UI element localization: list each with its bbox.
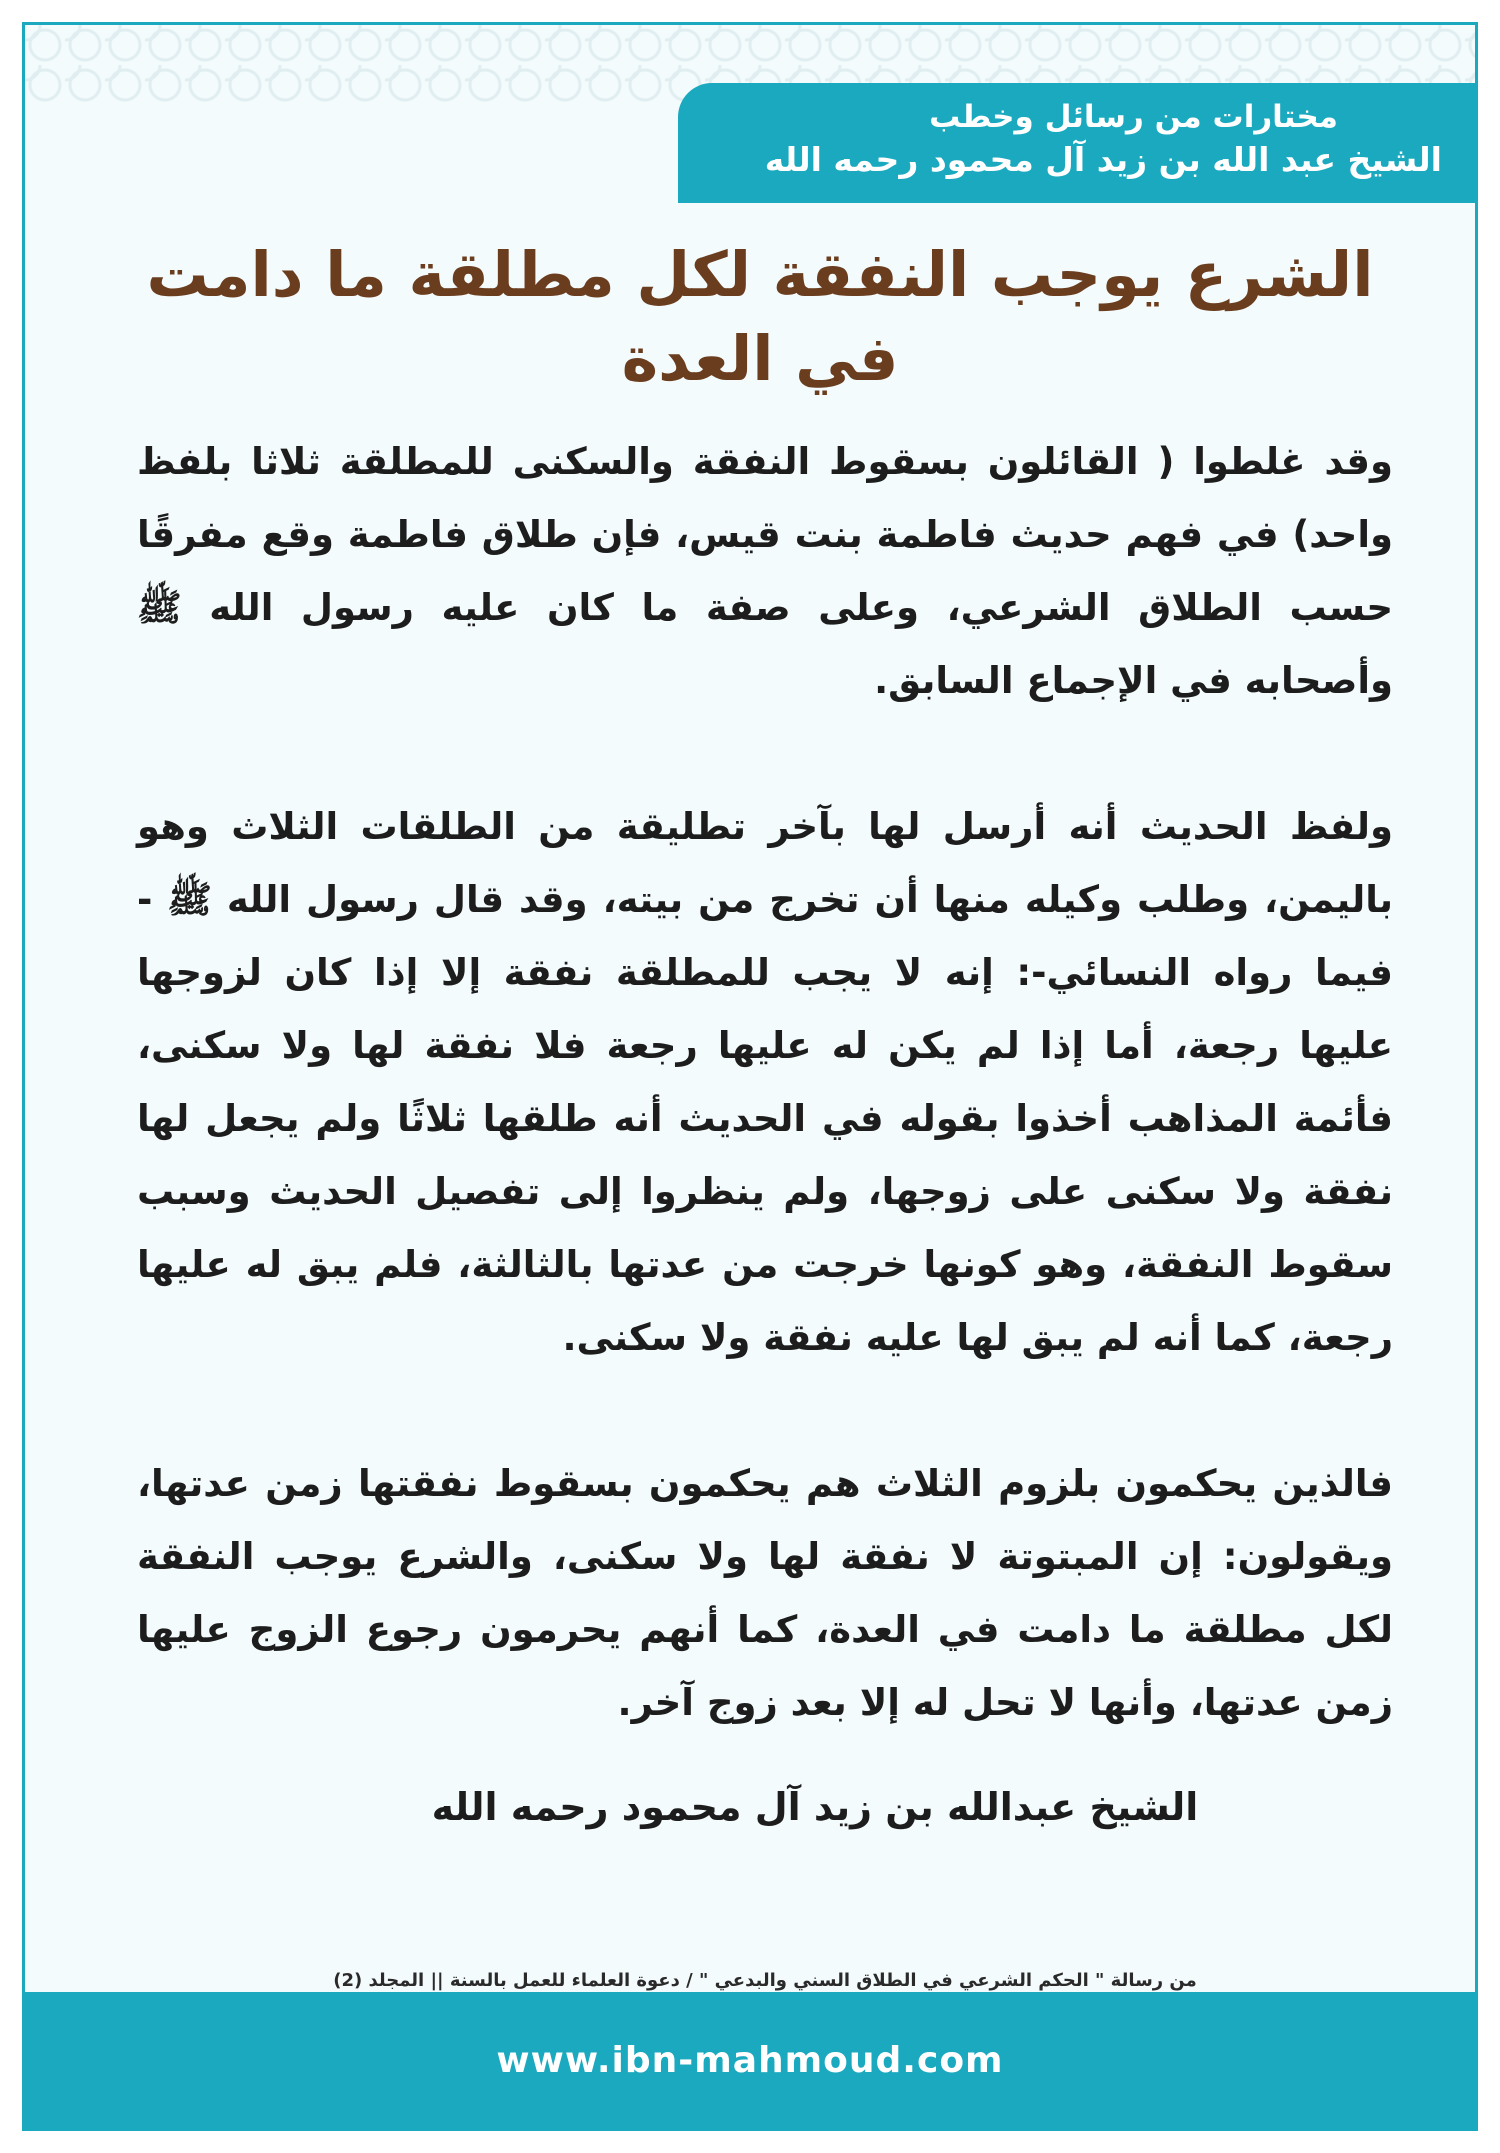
header-subtitle: مختارات من رسائل وخطب [929,99,1338,135]
paragraph-2: ولفظ الحديث أنه أرسل لها بآخر تطليقة من الطلقات الثلاث وهو باليمن، وطلب وكيله منها أن تخرج من بيته، وقد قال رسول الله ﷺ - فيما رواه النسائي-: إنه لا يجب للمطلقة نفقة إلا إذا كان لزوجها عليها رجعة، أما إذا لم يكن له عليها رجعة فلا نفقة لها ولا سكنى، فأئمة المذاهب أخذوا بقوله في الحديث أنه طلقها ثلاثًا ولم يجعل لها نفقة ولا سكنى على زوجها، ولم ينظروا إلى تفصيل الحديث وسبب سقوط النفقة، وهو كونها خرجت من عدتها بالثالثة، فلم يبق له عليها رجعة، كما أنه لم يبق لها عليه نفقة ولا سكنى. [137,805,1393,1359]
footer-bar [25,1992,1475,2128]
paragraph-3: فالذين يحكمون بلزوم الثلاث هم يحكمون بسقوط نفقتها زمن عدتها، ويقولون: إن المبتوتة لا نفقة لها ولا سكنى، والشرع يوجب النفقة لكل مطلقة ما دامت في العدة، كما أنهم يحرمون رجوع الزوج عليها زمن عدتها، وأنها لا تحل له إلا بعد زوج آخر. [137,1462,1393,1724]
header-author: الشيخ عبد الله بن زيد آل محمود رحمه الله [764,140,1442,179]
source-citation: من رسالة " الحكم الشرعي في الطلاق السني والبدعي " / دعوة العلماء للعمل بالسنة || المجلد (2) [333,1970,1197,1991]
signature: الشيخ عبدالله بن زيد آل محمود رحمه الله [431,1785,1199,1829]
header-banner [678,83,1478,203]
paragraph-1: وقد غلطوا ( القائلون بسقوط النفقة والسكنى للمطلقة ثلاثا بلفظ واحد) في فهم حديث فاطمة بنت قيس، فإن طلاق فاطمة وقع مفرقًا حسب الطلاق الشرعي، وعلى صفة ما كان عليه رسول الله ﷺ وأصحابه في الإجماع السابق. [137,440,1393,702]
page-title: الشرع يوجب النفقة لكل مطلقة ما دامت في العدة [146,238,1374,395]
website-link[interactable]: www.ibn-mahmoud.com [496,2039,1004,2081]
document-page [22,22,1478,2131]
article-body [137,425,1393,1812]
